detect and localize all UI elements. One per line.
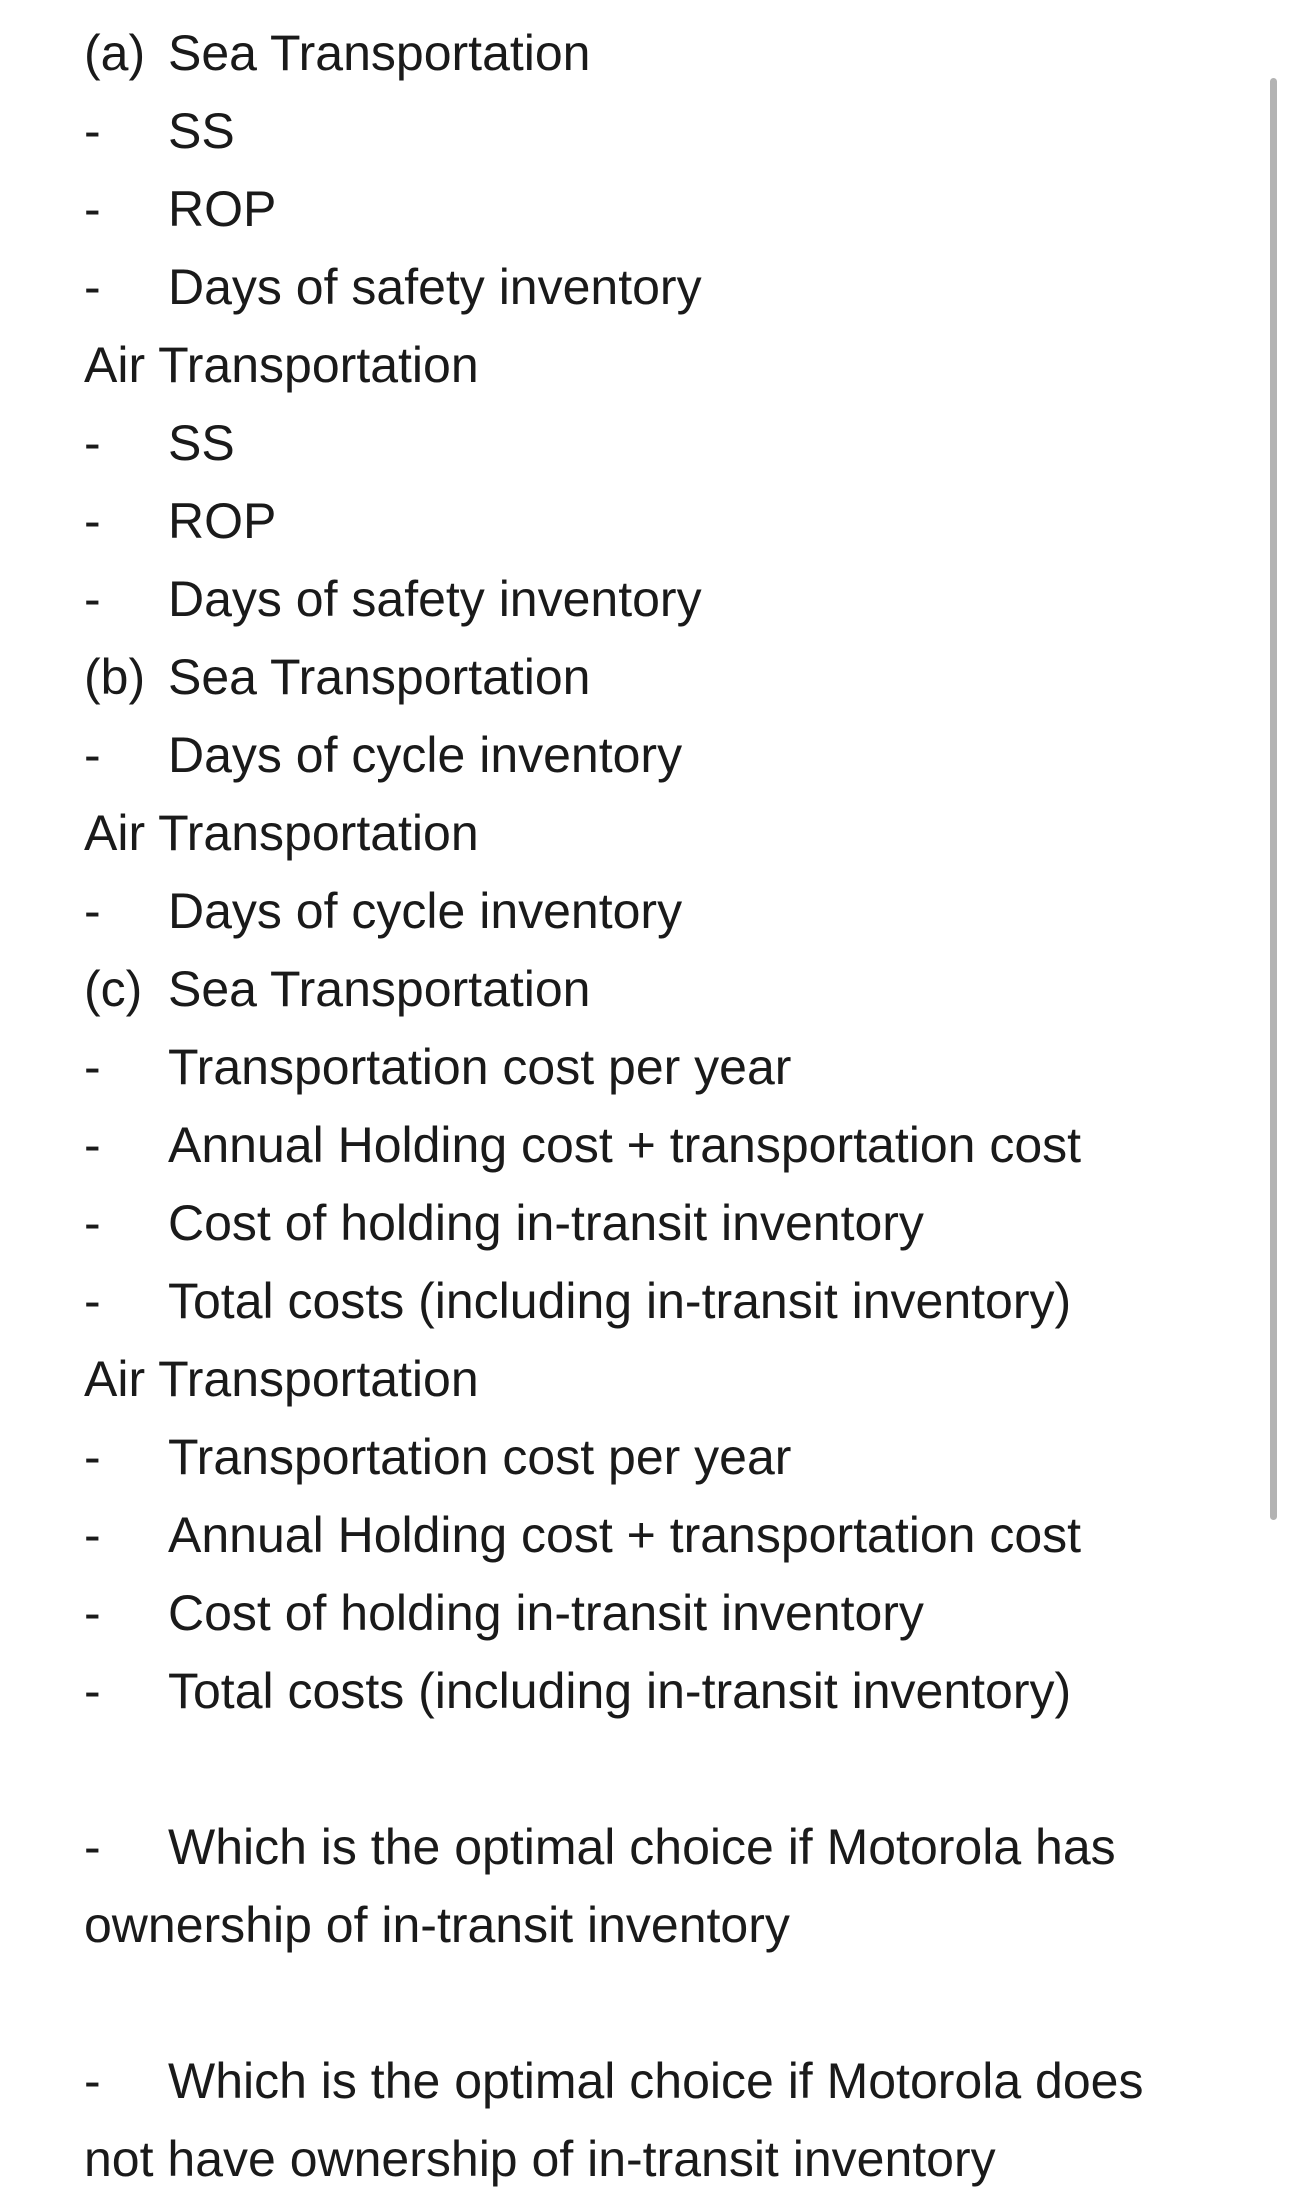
list-item-text: Days of safety inventory xyxy=(168,571,702,627)
section-c-label: (c) xyxy=(84,961,143,1017)
list-item-text: SS xyxy=(168,103,235,159)
section-b-sea-title: Sea Transportation xyxy=(168,649,591,705)
question-text: Which is the optimal choice if Motorola does xyxy=(168,2053,1144,2109)
section-c-sea-title: Sea Transportation xyxy=(168,961,591,1017)
question-text: Which is the optimal choice if Motorola has xyxy=(168,1819,1116,1875)
list-item-text: Cost of holding in-transit inventory xyxy=(168,1195,924,1251)
list-item-text: Cost of holding in-transit inventory xyxy=(168,1585,924,1641)
section-b-label: (b) xyxy=(84,649,146,705)
list-item-text: Days of safety inventory xyxy=(168,259,702,315)
list-item-text: Total costs (including in-transit inventory) xyxy=(168,1663,1072,1719)
bullet-dash: - xyxy=(84,415,101,471)
vertical-scrollbar[interactable] xyxy=(1270,78,1277,1520)
section-c-air-title: Air Transportation xyxy=(84,1351,479,1407)
bullet-dash: - xyxy=(84,1273,101,1329)
bullet-dash: - xyxy=(84,1039,101,1095)
list-item-text: Annual Holding cost + transportation cost xyxy=(168,1507,1082,1563)
bullet-dash: - xyxy=(84,727,101,783)
bullet-dash: - xyxy=(84,103,101,159)
section-a-air-title: Air Transportation xyxy=(84,337,479,393)
bullet-dash: - xyxy=(84,2053,101,2109)
list-item-text: SS xyxy=(168,415,235,471)
list-item-text: Transportation cost per year xyxy=(168,1039,792,1095)
bullet-dash: - xyxy=(84,883,101,939)
bullet-dash: - xyxy=(84,259,101,315)
bullet-dash: - xyxy=(84,571,101,627)
bullet-dash: - xyxy=(84,1117,101,1173)
list-item-text: ROP xyxy=(168,181,277,237)
section-a-label: (a) xyxy=(84,25,146,81)
list-item-text: ROP xyxy=(168,493,277,549)
list-item-text: Annual Holding cost + transportation cost xyxy=(168,1117,1082,1173)
bullet-dash: - xyxy=(84,1195,101,1251)
list-item-text: Total costs (including in-transit inventory) xyxy=(168,1273,1072,1329)
list-item-text: Days of cycle inventory xyxy=(168,883,683,939)
question-text-continuation: not have ownership of in-transit inventory xyxy=(84,2131,996,2187)
question-text-continuation: ownership of in-transit inventory xyxy=(84,1897,790,1953)
bullet-dash: - xyxy=(84,1819,101,1875)
list-item-text: Transportation cost per year xyxy=(168,1429,792,1485)
bullet-dash: - xyxy=(84,1585,101,1641)
bullet-dash: - xyxy=(84,1429,101,1485)
section-a-sea-title: Sea Transportation xyxy=(168,25,591,81)
bullet-dash: - xyxy=(84,181,101,237)
bullet-dash: - xyxy=(84,1507,101,1563)
bullet-dash: - xyxy=(84,1663,101,1719)
bullet-dash: - xyxy=(84,493,101,549)
list-item-text: Days of cycle inventory xyxy=(168,727,683,783)
section-b-air-title: Air Transportation xyxy=(84,805,479,861)
